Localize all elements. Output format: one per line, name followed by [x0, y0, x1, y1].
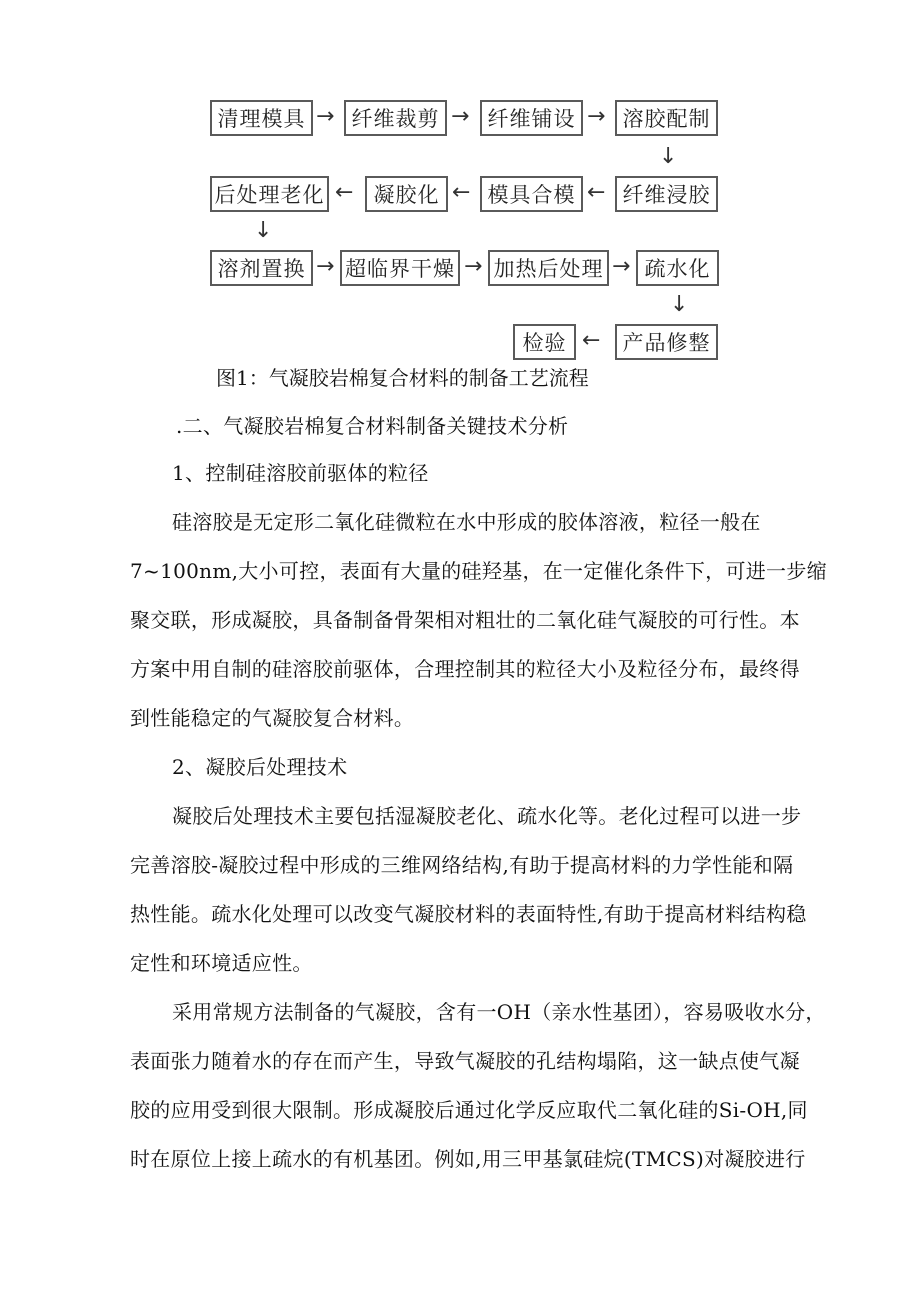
arrow-left-icon: ← [335, 180, 354, 205]
arrow-right-icon: → [587, 104, 606, 129]
step-post-aging: 后处理老化 [210, 176, 329, 212]
arrow-down-icon: ↓ [254, 218, 273, 243]
step-fiber-lay: 纤维铺设 [480, 100, 583, 136]
arrow-right-icon: → [464, 254, 483, 279]
step-sol-prep: 溶胶配制 [615, 100, 718, 136]
step-solvent-exchange: 溶剂置换 [210, 250, 313, 286]
step-hydrophobize: 疏水化 [636, 250, 719, 286]
step-fiber-cut: 纤维裁剪 [344, 100, 447, 136]
para2-line-1: 凝胶后处理技术主要包括湿凝胶老化、疏水化等。老化过程可以进一步 [172, 804, 802, 828]
figure-caption: 图1：气凝胶岩棉复合材料的制备工艺流程 [216, 366, 589, 390]
arrow-right-icon: → [612, 254, 631, 279]
para1-line-1: 硅溶胶是无定形二氧化硅微粒在水中形成的胶体溶液，粒径一般在 [172, 510, 761, 534]
para1-line-3: 聚交联，形成凝胶，具备制备骨架相对粗壮的二氧化硅气凝胶的可行性。本 [130, 608, 800, 632]
step-inspect: 检验 [513, 324, 576, 360]
subheading-2: 2、凝胶后处理技术 [172, 755, 348, 779]
para3-line-3: 胶的应用受到很大限制。形成凝胶后通过化学反应取代二氧化硅的Si-OH,同 [130, 1098, 808, 1122]
para2-line-4: 定性和环境适应性。 [130, 951, 313, 975]
para3-line-2: 表面张力随着水的存在而产生，导致气凝胶的孔结构塌陷，这一缺点使气凝 [130, 1049, 800, 1073]
para1-line-2: 7~100nm,大小可控，表面有大量的硅羟基，在一定催化条件下，可进一步缩 [130, 559, 827, 583]
para2-line-2: 完善溶胶-凝胶过程中形成的三维网络结构,有助于提高材料的力学性能和隔 [130, 853, 794, 877]
arrow-right-icon: → [451, 104, 470, 129]
arrow-right-icon: → [316, 104, 335, 129]
para1-line-4: 方案中用自制的硅溶胶前驱体，合理控制其的粒径大小及粒径分布，最终得 [130, 657, 800, 681]
step-heat-post: 加热后处理 [488, 250, 609, 286]
arrow-left-icon: ← [587, 180, 606, 205]
section-heading: .二、气凝胶岩棉复合材料制备关键技术分析 [176, 414, 569, 438]
step-clean-mold: 清理模具 [210, 100, 313, 136]
step-gelation: 凝胶化 [365, 176, 448, 212]
process-flowchart [0, 0, 920, 400]
arrow-left-icon: ← [582, 328, 601, 353]
para3-line-1: 采用常规方法制备的气凝胶，含有一OH（亲水性基团），容易吸收水分， [172, 1000, 826, 1024]
para1-line-5: 到性能稳定的气凝胶复合材料。 [130, 706, 415, 730]
para2-line-3: 热性能。疏水化处理可以改变气凝胶材料的表面特性,有助于提高材料结构稳 [130, 902, 807, 926]
step-supercritical-dry: 超临界干燥 [340, 250, 460, 286]
arrow-down-icon: ↓ [670, 292, 689, 317]
subheading-1: 1、控制硅溶胶前驱体的粒径 [172, 461, 429, 485]
para3-line-4: 时在原位上接上疏水的有机基团。例如,用三甲基氯硅烷(TMCS)对凝胶进行 [130, 1147, 806, 1171]
step-fiber-impregnate: 纤维浸胶 [615, 176, 718, 212]
arrow-down-icon: ↓ [659, 144, 678, 169]
arrow-left-icon: ← [452, 180, 471, 205]
step-product-trim: 产品修整 [615, 324, 718, 360]
step-mold-close: 模具合模 [480, 176, 583, 212]
arrow-right-icon: → [316, 254, 335, 279]
